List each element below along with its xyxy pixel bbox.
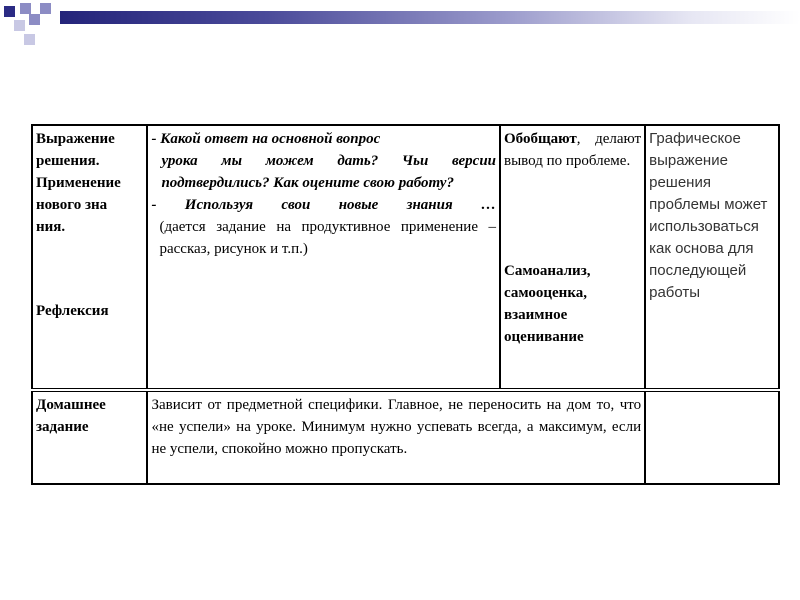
table-row (32, 390, 779, 484)
stage-title-line: решения. (36, 153, 100, 169)
header-gradient-bar (60, 11, 800, 24)
homework-result-cell (645, 390, 779, 484)
decor-square-icon (14, 20, 25, 31)
header-decoration (0, 0, 800, 40)
task-text: (дается задание на продуктивное применение – рассказ, рисунок и т.п.) (159, 219, 497, 257)
homework-label: Домашнее задание (36, 397, 106, 435)
reflexia-label: Рефлексия (36, 303, 109, 319)
teacher-activity-cell (147, 125, 500, 390)
questions-text: урока мы можем дать? Чьи версии подтвердились? Как оцените свою работу? (161, 153, 497, 191)
stage-cell (32, 390, 147, 484)
result-text: Графическое выражение решения проблемы может использоваться как основа для последующей работы (649, 130, 768, 301)
homework-text: Зависит от предметной специфики. Главное, не переносить на дом то, что «не успели» на уроке. Минимум нужно успевать всегда, а максимум, если не успели, спокойно можно пропускать. (151, 397, 642, 457)
new-knowledge-text: - Используя свои новые знания … (151, 197, 497, 213)
decor-square-icon (40, 3, 51, 14)
stage-title-line: нового зна (36, 197, 108, 213)
questions-first-line: - Какой ответ на основной вопрос (151, 131, 381, 147)
decor-square-icon (4, 6, 15, 17)
result-cell (645, 125, 779, 390)
table-row (32, 125, 779, 390)
lesson-stages-table (31, 124, 780, 485)
decor-square-icon (24, 34, 35, 45)
student-activity-text (504, 128, 641, 172)
self-analysis-text: Самоанализ, самооценка, взаимное оценивание (504, 263, 591, 345)
decor-square-icon (29, 14, 40, 25)
student-activity-cell (500, 125, 645, 390)
stage-title-line: Выражение (36, 131, 115, 147)
student-activity-bold: Обобщают (504, 131, 577, 147)
stage-title (36, 128, 143, 238)
decor-square-icon (20, 3, 31, 14)
stage-title-line: ния. (36, 219, 66, 235)
homework-text-cell (147, 390, 645, 484)
stage-title-line: Применение (36, 175, 121, 191)
student-activity-rest: , делают вывод по проблеме. (504, 131, 642, 169)
stage-cell (32, 125, 147, 390)
